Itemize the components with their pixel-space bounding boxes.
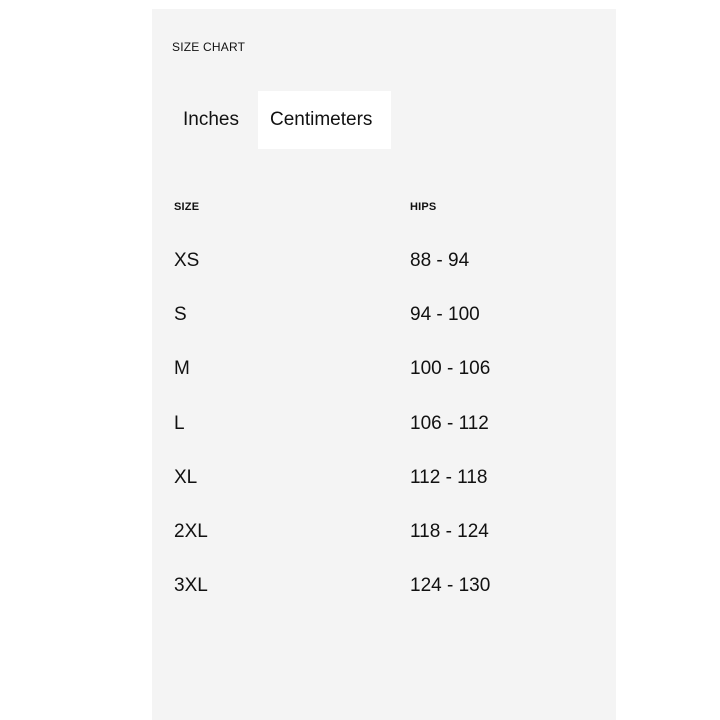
size-cell: S <box>174 304 187 325</box>
tab-centimeters[interactable]: Centimeters <box>258 91 391 149</box>
table-row <box>152 517 616 547</box>
size-chart-panel <box>152 9 616 720</box>
hips-cell: 124 - 130 <box>410 575 491 596</box>
hips-cell: 112 - 118 <box>410 467 488 488</box>
size-chart-title: SIZE CHART <box>172 40 246 54</box>
hips-cell: 94 - 100 <box>410 304 480 325</box>
table-row <box>152 571 616 601</box>
column-header-size: SIZE <box>174 201 200 213</box>
hips-cell: 118 - 124 <box>410 521 489 542</box>
size-cell: 2XL <box>174 521 208 542</box>
size-cell: XS <box>174 250 200 271</box>
size-cell: M <box>174 358 190 379</box>
tab-inches[interactable]: Inches <box>183 109 239 130</box>
table-row <box>152 409 616 439</box>
table-row <box>152 300 616 330</box>
size-cell: XL <box>174 467 198 488</box>
hips-cell: 88 - 94 <box>410 250 470 271</box>
hips-cell: 106 - 112 <box>410 413 489 434</box>
table-row <box>152 463 616 493</box>
table-row <box>152 354 616 384</box>
hips-cell: 100 - 106 <box>410 358 491 379</box>
column-header-hips: HIPS <box>410 201 437 213</box>
table-row <box>152 246 616 276</box>
size-cell: L <box>174 413 185 434</box>
unit-tabs <box>172 91 391 149</box>
size-cell: 3XL <box>174 575 208 596</box>
